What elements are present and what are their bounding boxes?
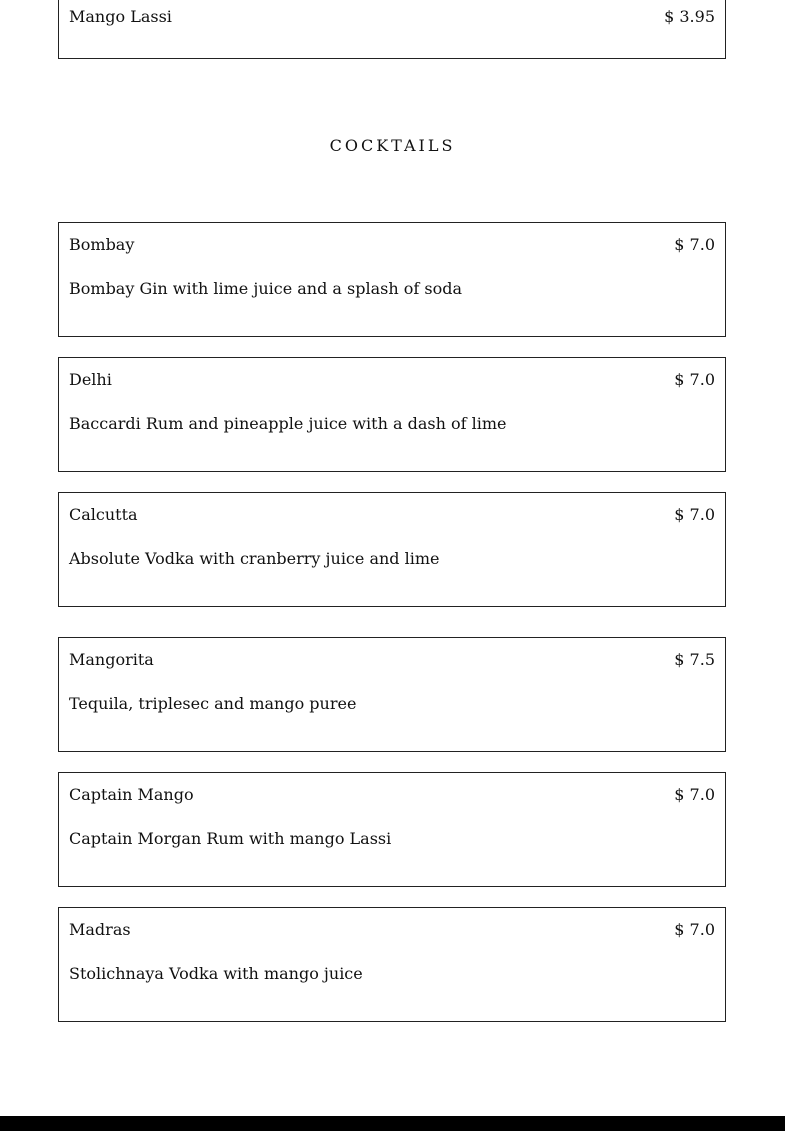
- menu-item-header: [69, 234, 715, 256]
- menu-item-header: [69, 919, 715, 941]
- menu-item-name: Captain Mango: [69, 785, 194, 804]
- menu-item-header: [69, 504, 715, 526]
- menu-item-description: Bombay Gin with lime juice and a splash of soda: [69, 279, 463, 298]
- menu-item-header: [69, 369, 715, 391]
- footer-bar: [0, 1116, 785, 1131]
- menu-item-name: Mangorita: [69, 650, 154, 669]
- menu-item-description: Baccardi Rum and pineapple juice with a dash of lime: [69, 414, 507, 433]
- menu-item-price: $ 7.0: [674, 920, 715, 939]
- menu-item-price: $ 7.0: [674, 785, 715, 804]
- menu-item-card: [58, 907, 726, 1022]
- menu-item-price: $ 7.0: [674, 370, 715, 389]
- menu-item-card: [58, 222, 726, 337]
- menu-item-card: [58, 637, 726, 752]
- menu-item-card: [58, 772, 726, 887]
- menu-item-name: Calcutta: [69, 505, 138, 524]
- menu-item-name: Mango Lassi: [69, 7, 172, 26]
- menu-item-name: Madras: [69, 920, 131, 939]
- menu-item-price: $ 7.0: [674, 235, 715, 254]
- menu-item-price: $ 3.95: [664, 7, 715, 26]
- menu-item-card: [58, 357, 726, 472]
- menu-item-description: Captain Morgan Rum with mango Lassi: [69, 829, 392, 848]
- menu-item-card: [58, 492, 726, 607]
- menu-item-header: [69, 6, 715, 28]
- menu-item-description: Tequila, triplesec and mango puree: [69, 694, 357, 713]
- menu-item-header: [69, 784, 715, 806]
- menu-item-header: [69, 649, 715, 671]
- menu-item-card: [58, 0, 726, 59]
- menu-item-name: Bombay: [69, 235, 135, 254]
- menu-item-description: Absolute Vodka with cranberry juice and lime: [69, 549, 440, 568]
- menu-item-price: $ 7.5: [674, 650, 715, 669]
- menu-item-price: $ 7.0: [674, 505, 715, 524]
- section-title: COCKTAILS: [329, 136, 456, 155]
- menu-item-name: Delhi: [69, 370, 112, 389]
- menu-item-description: Stolichnaya Vodka with mango juice: [69, 964, 363, 983]
